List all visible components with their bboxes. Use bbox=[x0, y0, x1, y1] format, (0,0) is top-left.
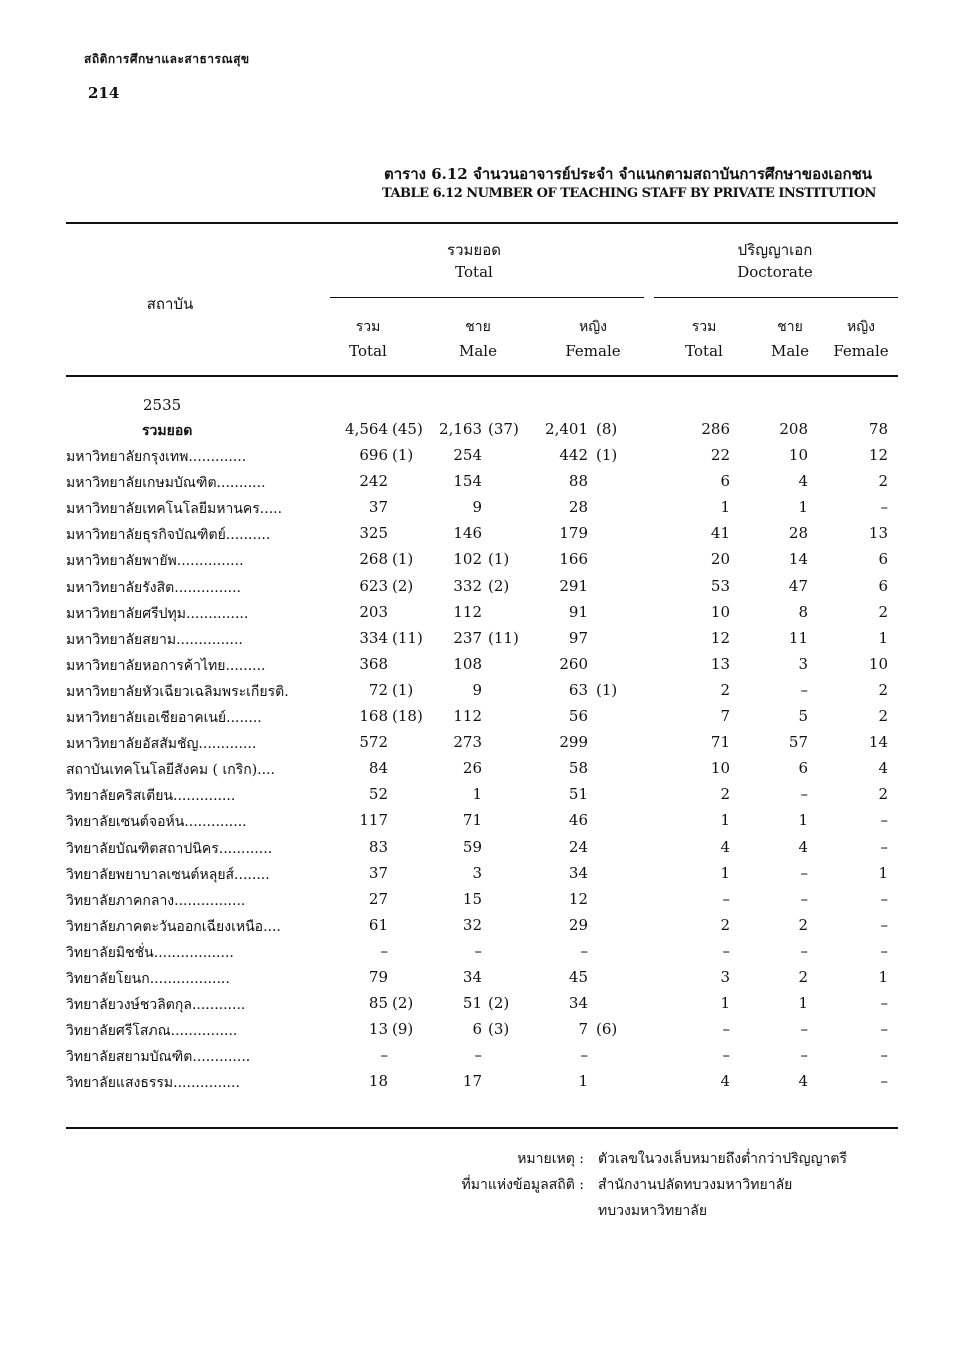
row-total: 268 bbox=[359, 550, 388, 568]
row-doctorate-female: 2 bbox=[878, 785, 888, 803]
row-doctorate-female: 2 bbox=[878, 603, 888, 621]
row-doctorate-female: – bbox=[880, 838, 888, 856]
row-doctorate-male: 57 bbox=[788, 733, 808, 751]
table-caption-english: TABLE 6.12 NUMBER OF TEACHING STAFF BY PRIVATE INSTITUTION bbox=[382, 186, 876, 201]
row-male: 17 bbox=[462, 1072, 482, 1090]
row-doctorate-total: 2 bbox=[720, 681, 730, 699]
row-doctorate-female: – bbox=[880, 890, 888, 908]
row-male-paren: (3) bbox=[488, 1020, 510, 1038]
grand-total-total: 4,564 bbox=[345, 420, 388, 438]
row-institution-name: วิทยาลัยศรีโสภณ............... bbox=[66, 1023, 238, 1039]
row-doctorate-total: 20 bbox=[710, 550, 730, 568]
row-doctorate-male: – bbox=[800, 1046, 808, 1064]
row-total: 168 bbox=[359, 707, 388, 725]
row-doctorate-total: 53 bbox=[710, 577, 730, 595]
row-institution-name: สถาบันเทคโนโลยีสังคม ( เกริก).... bbox=[66, 762, 275, 778]
row-total: 242 bbox=[359, 472, 388, 490]
row-male-paren: (2) bbox=[488, 994, 510, 1012]
row-total: 203 bbox=[359, 603, 388, 621]
row-total: 368 bbox=[359, 655, 388, 673]
row-institution-name: วิทยาลัยสยามบัณฑิต............. bbox=[66, 1049, 251, 1065]
row-doctorate-female: – bbox=[880, 1072, 888, 1090]
row-doctorate-male: 28 bbox=[788, 524, 808, 542]
row-male: 1 bbox=[472, 785, 482, 803]
row-male: 9 bbox=[472, 498, 482, 516]
sub-header-female-english: Female bbox=[565, 342, 621, 360]
sub-header-total-english: Total bbox=[349, 342, 387, 360]
sub-header-doctorate-male-thai: ชาย bbox=[777, 319, 803, 335]
row-institution-name: วิทยาลัยวงษ์ชวลิตกุล............ bbox=[66, 997, 246, 1013]
row-doctorate-female: – bbox=[880, 811, 888, 829]
row-institution-name: วิทยาลัยโยนก.................. bbox=[66, 971, 230, 987]
row-doctorate-male: – bbox=[800, 1020, 808, 1038]
row-total: 37 bbox=[368, 864, 388, 882]
grand-total-total-paren: (45) bbox=[392, 420, 423, 438]
row-doctorate-total: 10 bbox=[710, 603, 730, 621]
row-female: 45 bbox=[568, 968, 588, 986]
row-female: 166 bbox=[559, 550, 588, 568]
row-institution-name: มหาวิทยาลัยหอการค้าไทย......... bbox=[66, 658, 266, 674]
row-institution-name: มหาวิทยาลัยสยาม............... bbox=[66, 632, 243, 648]
row-male: 3 bbox=[472, 864, 482, 882]
row-total: 13 bbox=[368, 1020, 388, 1038]
row-total: 52 bbox=[368, 785, 388, 803]
row-male: 154 bbox=[453, 472, 482, 490]
row-female: 260 bbox=[559, 655, 588, 673]
sub-header-doctorate-female-thai: หญิง bbox=[847, 319, 875, 335]
row-doctorate-female: 1 bbox=[878, 629, 888, 647]
row-total-paren: (18) bbox=[392, 707, 423, 725]
row-female-paren: (6) bbox=[596, 1020, 618, 1038]
row-doctorate-male: 2 bbox=[798, 968, 808, 986]
row-doctorate-total: 7 bbox=[720, 707, 730, 725]
sub-header-doctorate-female-english: Female bbox=[833, 342, 889, 360]
row-total: 18 bbox=[368, 1072, 388, 1090]
row-male: 32 bbox=[462, 916, 482, 934]
row-female: 12 bbox=[568, 890, 588, 908]
page-number: 214 bbox=[88, 84, 120, 102]
row-total: 61 bbox=[368, 916, 388, 934]
sub-header-male-english: Male bbox=[459, 342, 497, 360]
row-doctorate-total: 12 bbox=[710, 629, 730, 647]
row-doctorate-female: 4 bbox=[878, 759, 888, 777]
row-male-paren: (11) bbox=[488, 629, 519, 647]
row-doctorate-male: 8 bbox=[798, 603, 808, 621]
row-male: 112 bbox=[453, 603, 482, 621]
grand-total-male-paren: (37) bbox=[488, 420, 519, 438]
total-group-rule bbox=[330, 297, 644, 298]
row-doctorate-male: 10 bbox=[788, 446, 808, 464]
row-total: 572 bbox=[359, 733, 388, 751]
row-total-paren: (1) bbox=[392, 681, 414, 699]
row-institution-name: วิทยาลัยเซนต์จอห์น.............. bbox=[66, 814, 247, 830]
row-doctorate-male: 1 bbox=[798, 498, 808, 516]
row-doctorate-female: – bbox=[880, 1020, 888, 1038]
row-institution-name: มหาวิทยาลัยอัสสัมชัญ............. bbox=[66, 736, 257, 752]
row-institution-name: วิทยาลัยบัณฑิตสถาปนิคร............ bbox=[66, 841, 273, 857]
running-header: สถิติการศึกษาและสาธารณสุข bbox=[84, 52, 250, 66]
row-female: 28 bbox=[568, 498, 588, 516]
row-total-paren: (2) bbox=[392, 994, 414, 1012]
row-total: 27 bbox=[368, 890, 388, 908]
row-institution-name: มหาวิทยาลัยพายัพ............... bbox=[66, 553, 244, 569]
table-bottom-rule bbox=[66, 1127, 898, 1129]
row-doctorate-male: 2 bbox=[798, 916, 808, 934]
row-male-paren: (2) bbox=[488, 577, 510, 595]
row-doctorate-male: – bbox=[800, 890, 808, 908]
row-institution-name: วิทยาลัยภาคตะวันออกเฉียงเหนือ.... bbox=[66, 919, 281, 935]
header-bottom-rule bbox=[66, 375, 898, 377]
row-institution-name: มหาวิทยาลัยเอเชียอาคเนย์........ bbox=[66, 710, 262, 726]
row-male: 51 bbox=[462, 994, 482, 1012]
sub-header-doctorate-male-english: Male bbox=[771, 342, 809, 360]
row-institution-name: วิทยาลัยมิชชั่น.................. bbox=[66, 945, 234, 961]
grand-total-doctorate-male: 208 bbox=[779, 420, 808, 438]
sub-header-male-thai: ชาย bbox=[465, 319, 491, 335]
row-doctorate-total: 2 bbox=[720, 916, 730, 934]
row-doctorate-male: 1 bbox=[798, 811, 808, 829]
footnote-source-label: ที่มาแห่งข้อมูลสถิติ : bbox=[461, 1177, 584, 1193]
row-female: 7 bbox=[578, 1020, 588, 1038]
row-male: – bbox=[474, 942, 482, 960]
sub-header-doctorate-total-english: Total bbox=[685, 342, 723, 360]
row-institution-name: มหาวิทยาลัยศรีปทุม.............. bbox=[66, 606, 249, 622]
row-total: 623 bbox=[359, 577, 388, 595]
row-female: 51 bbox=[568, 785, 588, 803]
year-label: 2535 bbox=[143, 396, 182, 414]
row-doctorate-female: 1 bbox=[878, 968, 888, 986]
row-doctorate-female: 2 bbox=[878, 681, 888, 699]
footnote-note-label: หมายเหตุ : bbox=[517, 1151, 584, 1167]
institution-column-header: สถาบัน bbox=[146, 295, 194, 313]
row-doctorate-male: – bbox=[800, 864, 808, 882]
row-male: 112 bbox=[453, 707, 482, 725]
row-institution-name: มหาวิทยาลัยเกษมบัณฑิต........... bbox=[66, 475, 266, 491]
row-doctorate-male: 47 bbox=[788, 577, 808, 595]
row-doctorate-total: – bbox=[722, 890, 730, 908]
row-doctorate-male: 1 bbox=[798, 994, 808, 1012]
row-doctorate-female: – bbox=[880, 994, 888, 1012]
row-doctorate-total: 13 bbox=[710, 655, 730, 673]
row-doctorate-male: 4 bbox=[798, 838, 808, 856]
row-male: 273 bbox=[453, 733, 482, 751]
row-doctorate-female: 6 bbox=[878, 577, 888, 595]
row-doctorate-total: – bbox=[722, 1046, 730, 1064]
row-female: – bbox=[580, 1046, 588, 1064]
row-female: – bbox=[580, 942, 588, 960]
row-female: 91 bbox=[568, 603, 588, 621]
grand-total-label: รวมยอด bbox=[142, 423, 193, 439]
row-doctorate-total: 1 bbox=[720, 811, 730, 829]
row-institution-name: มหาวิทยาลัยธุรกิจบัณฑิตย์.......... bbox=[66, 527, 271, 543]
row-doctorate-female: – bbox=[880, 498, 888, 516]
row-female: 46 bbox=[568, 811, 588, 829]
row-doctorate-male: 3 bbox=[798, 655, 808, 673]
doctorate-group-header-english: Doctorate bbox=[737, 263, 813, 281]
row-total: – bbox=[380, 942, 388, 960]
sub-header-total-thai: รวม bbox=[355, 319, 381, 335]
row-doctorate-male: 11 bbox=[788, 629, 808, 647]
row-institution-name: มหาวิทยาลัยกรุงเทพ............. bbox=[66, 449, 247, 465]
row-doctorate-total: 4 bbox=[720, 1072, 730, 1090]
row-doctorate-total: 41 bbox=[710, 524, 730, 542]
row-doctorate-female: 6 bbox=[878, 550, 888, 568]
grand-total-doctorate-female: 78 bbox=[868, 420, 888, 438]
row-male: 146 bbox=[453, 524, 482, 542]
row-total: 325 bbox=[359, 524, 388, 542]
row-total: 72 bbox=[368, 681, 388, 699]
row-doctorate-male: – bbox=[800, 785, 808, 803]
row-doctorate-total: – bbox=[722, 942, 730, 960]
total-group-header-thai: รวมยอด bbox=[447, 241, 501, 259]
row-doctorate-female: 14 bbox=[868, 733, 888, 751]
row-female: 442 bbox=[559, 446, 588, 464]
grand-total-female-paren: (8) bbox=[596, 420, 618, 438]
row-total: 696 bbox=[359, 446, 388, 464]
row-male: 71 bbox=[462, 811, 482, 829]
row-doctorate-total: 4 bbox=[720, 838, 730, 856]
row-female-paren: (1) bbox=[596, 681, 618, 699]
table-top-rule bbox=[66, 222, 898, 224]
total-group-header-english: Total bbox=[455, 263, 493, 281]
row-male: – bbox=[474, 1046, 482, 1064]
row-female-paren: (1) bbox=[596, 446, 618, 464]
row-total: 37 bbox=[368, 498, 388, 516]
row-doctorate-female: – bbox=[880, 942, 888, 960]
row-institution-name: วิทยาลัยพยาบาลเซนต์หลุยส์........ bbox=[66, 867, 270, 883]
row-doctorate-female: 2 bbox=[878, 707, 888, 725]
row-total: – bbox=[380, 1046, 388, 1064]
row-total-paren: (11) bbox=[392, 629, 423, 647]
row-male: 9 bbox=[472, 681, 482, 699]
row-female: 58 bbox=[568, 759, 588, 777]
row-female: 29 bbox=[568, 916, 588, 934]
row-doctorate-total: 1 bbox=[720, 994, 730, 1012]
row-female: 34 bbox=[568, 994, 588, 1012]
row-female: 1 bbox=[578, 1072, 588, 1090]
row-male: 26 bbox=[462, 759, 482, 777]
row-total: 117 bbox=[359, 811, 388, 829]
row-male: 6 bbox=[472, 1020, 482, 1038]
row-male: 332 bbox=[453, 577, 482, 595]
row-total-paren: (1) bbox=[392, 550, 414, 568]
row-doctorate-total: 71 bbox=[710, 733, 730, 751]
row-institution-name: มหาวิทยาลัยเทคโนโลยีมหานคร..... bbox=[66, 501, 283, 517]
row-male: 34 bbox=[462, 968, 482, 986]
row-institution-name: วิทยาลัยคริสเตียน.............. bbox=[66, 788, 236, 804]
grand-total-male: 2,163 bbox=[439, 420, 482, 438]
row-female: 34 bbox=[568, 864, 588, 882]
row-institution-name: วิทยาลัยภาคกลาง................ bbox=[66, 893, 246, 909]
row-male-paren: (1) bbox=[488, 550, 510, 568]
row-male: 59 bbox=[462, 838, 482, 856]
row-institution-name: วิทยาลัยแสงธรรม............... bbox=[66, 1075, 240, 1091]
row-doctorate-female: – bbox=[880, 916, 888, 934]
row-doctorate-male: – bbox=[800, 942, 808, 960]
row-doctorate-female: 2 bbox=[878, 472, 888, 490]
row-total: 85 bbox=[368, 994, 388, 1012]
row-female: 97 bbox=[568, 629, 588, 647]
row-doctorate-female: 10 bbox=[868, 655, 888, 673]
row-female: 24 bbox=[568, 838, 588, 856]
row-total-paren: (2) bbox=[392, 577, 414, 595]
row-total: 79 bbox=[368, 968, 388, 986]
row-total: 83 bbox=[368, 838, 388, 856]
row-female: 63 bbox=[568, 681, 588, 699]
row-doctorate-female: 1 bbox=[878, 864, 888, 882]
row-male: 254 bbox=[453, 446, 482, 464]
row-doctorate-male: 4 bbox=[798, 472, 808, 490]
row-doctorate-total: 10 bbox=[710, 759, 730, 777]
row-female: 299 bbox=[559, 733, 588, 751]
row-doctorate-male: 14 bbox=[788, 550, 808, 568]
row-female: 179 bbox=[559, 524, 588, 542]
row-doctorate-female: 13 bbox=[868, 524, 888, 542]
row-doctorate-total: – bbox=[722, 1020, 730, 1038]
row-male: 237 bbox=[453, 629, 482, 647]
row-institution-name: มหาวิทยาลัยหัวเฉียวเฉลิมพระเกียรติ. bbox=[66, 684, 289, 700]
row-male: 108 bbox=[453, 655, 482, 673]
row-total-paren: (1) bbox=[392, 446, 414, 464]
row-institution-name: มหาวิทยาลัยรังสิต............... bbox=[66, 580, 241, 596]
table-caption-thai: ตาราง 6.12 จำนวนอาจารย์ประจำ จำแนกตามสถาบันการศึกษาของเอกชน bbox=[384, 165, 873, 183]
row-total-paren: (9) bbox=[392, 1020, 414, 1038]
row-doctorate-male: 6 bbox=[798, 759, 808, 777]
row-doctorate-male: – bbox=[800, 681, 808, 699]
row-male: 15 bbox=[462, 890, 482, 908]
grand-total-doctorate-total: 286 bbox=[701, 420, 730, 438]
footnote-note-text: ตัวเลขในวงเล็บหมายถึงต่ำกว่าปริญญาตรี bbox=[598, 1151, 847, 1167]
row-total: 334 bbox=[359, 629, 388, 647]
row-female: 56 bbox=[568, 707, 588, 725]
row-total: 84 bbox=[368, 759, 388, 777]
row-female: 291 bbox=[559, 577, 588, 595]
row-doctorate-total: 3 bbox=[720, 968, 730, 986]
sub-header-female-thai: หญิง bbox=[579, 319, 607, 335]
doctorate-group-rule bbox=[654, 297, 898, 298]
row-female: 88 bbox=[568, 472, 588, 490]
row-doctorate-female: 12 bbox=[868, 446, 888, 464]
row-doctorate-total: 1 bbox=[720, 864, 730, 882]
grand-total-female: 2,401 bbox=[545, 420, 588, 438]
row-doctorate-female: – bbox=[880, 1046, 888, 1064]
sub-header-doctorate-total-thai: รวม bbox=[691, 319, 717, 335]
row-doctorate-male: 4 bbox=[798, 1072, 808, 1090]
row-doctorate-total: 6 bbox=[720, 472, 730, 490]
footnote-source-line1: สำนักงานปลัดทบวงมหาวิทยาลัย bbox=[598, 1177, 793, 1193]
row-doctorate-male: 5 bbox=[798, 707, 808, 725]
row-doctorate-total: 1 bbox=[720, 498, 730, 516]
doctorate-group-header-thai: ปริญญาเอก bbox=[737, 241, 813, 259]
row-doctorate-total: 2 bbox=[720, 785, 730, 803]
footnote-source-line2: ทบวงมหาวิทยาลัย bbox=[598, 1203, 708, 1219]
row-male: 102 bbox=[453, 550, 482, 568]
row-doctorate-total: 22 bbox=[710, 446, 730, 464]
